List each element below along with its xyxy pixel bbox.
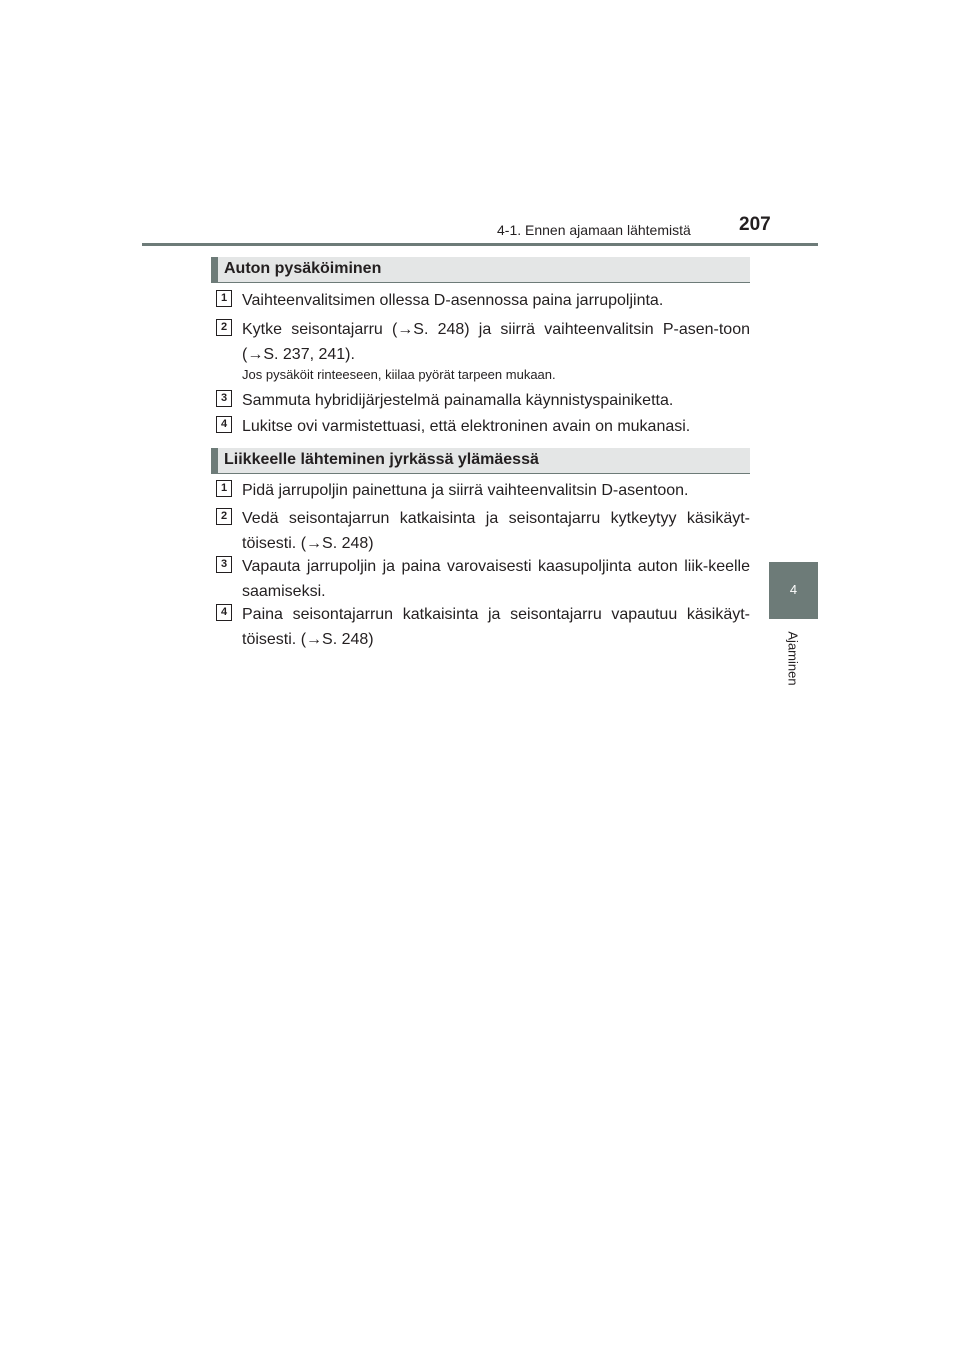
step-text: Paina seisontajarrun katkaisinta ja seisontajarru vapautuu käsikäyt-töisesti. (→S. 248) bbox=[242, 606, 750, 648]
step-text: Vaihteenvalitsimen ollessa D-asennossa paina jarrupoljinta. bbox=[242, 292, 664, 309]
step-text: Kytke seisontajarru (→S. 248) ja siirrä vaihteenvalitsin P-asen-toon (→S. 237, 241). bbox=[242, 321, 750, 363]
step-number: 1 bbox=[216, 480, 232, 497]
step-item bbox=[216, 414, 750, 439]
step-item bbox=[216, 388, 750, 413]
step-item bbox=[216, 288, 750, 313]
step-text: Vapauta jarrupoljin ja paina varovaisesti kaasupoljinta auton liik-keelle saamiseksi. bbox=[242, 558, 750, 600]
step-item bbox=[216, 554, 750, 604]
step-number: 3 bbox=[216, 556, 232, 573]
header-rule bbox=[142, 243, 818, 246]
step-item bbox=[216, 478, 750, 503]
step-item bbox=[216, 317, 750, 367]
section-title: Auton pysäköiminen bbox=[224, 260, 382, 277]
running-header-section: 4-1. Ennen ajamaan lähtemistä bbox=[497, 222, 691, 238]
section-title: Liikkeelle lähteminen jyrkässä ylämäessä bbox=[224, 451, 539, 468]
step-number: 1 bbox=[216, 290, 232, 307]
step-text: Sammuta hybridijärjestelmä painamalla käynnistyspainiketta. bbox=[242, 392, 674, 409]
step-text: Lukitse ovi varmistettuasi, että elektroninen avain on mukanasi. bbox=[242, 418, 691, 435]
step-text: Vedä seisontajarrun katkaisinta ja seisontajarru kytkeytyy käsikäyt-töisesti. (→S. 248) bbox=[242, 510, 750, 552]
step-item bbox=[216, 506, 750, 556]
section-header-uphill-start bbox=[211, 448, 750, 474]
page-number: 207 bbox=[739, 214, 771, 235]
chapter-tab bbox=[769, 562, 818, 619]
note-text: Jos pysäköit rinteeseen, kiilaa pyörät tarpeen mukaan. bbox=[242, 367, 556, 382]
step-text: Pidä jarrupoljin painettuna ja siirrä vaihteenvalitsin D-asentoon. bbox=[242, 482, 689, 499]
chapter-label: Ajaminen bbox=[785, 631, 801, 686]
step-number: 2 bbox=[216, 508, 232, 525]
step-number: 3 bbox=[216, 390, 232, 407]
step-item bbox=[216, 602, 750, 652]
step-number: 4 bbox=[216, 416, 232, 433]
chapter-number: 4 bbox=[789, 582, 798, 597]
section-header-parking bbox=[211, 257, 750, 283]
step-number: 2 bbox=[216, 319, 232, 336]
step-number: 4 bbox=[216, 604, 232, 621]
